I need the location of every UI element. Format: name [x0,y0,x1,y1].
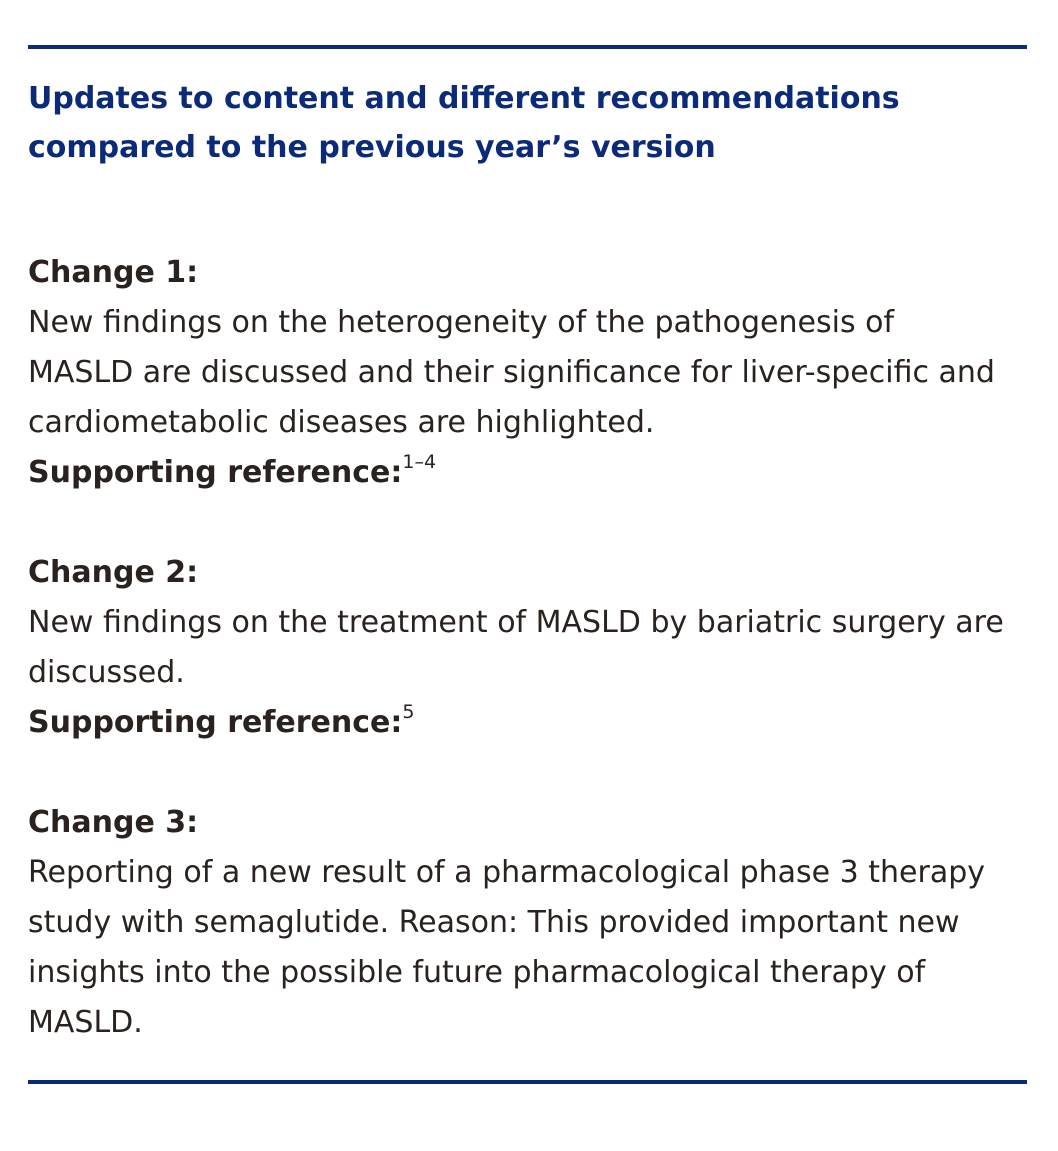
change-text-line: cardiometabolic diseases are highlighted. [28,405,655,440]
change-text-line: study with semaglutide. Reason: This provided important new [28,905,960,940]
top-divider [28,45,1027,49]
change-title: Change 1: [28,255,199,290]
change-item-3 [28,798,1038,1048]
changes-list [28,248,1038,1098]
supporting-reference [28,698,1038,748]
change-text-line: New findings on the treatment of MASLD by bariatric surgery are [28,605,1004,640]
change-text-line: MASLD. [28,1005,143,1040]
change-item-1 [28,248,1038,498]
supporting-reference [28,448,1038,498]
reference-numbers: 5 [402,701,415,723]
bottom-divider [28,1080,1027,1084]
change-item-2 [28,548,1038,748]
reference-label: Supporting reference: [28,705,403,740]
reference-label: Supporting reference: [28,455,403,490]
change-text-line: New findings on the heterogeneity of the pathogenesis of [28,305,895,340]
change-text-line: discussed. [28,655,185,690]
change-title: Change 3: [28,805,199,840]
change-title: Change 2: [28,555,199,590]
change-text-line: MASLD are discussed and their significance for liver-specific and [28,355,995,390]
change-text-line: Reporting of a new result of a pharmacological phase 3 therapy [28,855,986,890]
heading-line: Updates to content and different recommendations [28,81,900,116]
heading-line: compared to the previous year’s version [28,130,716,165]
box-heading [28,74,1018,172]
reference-numbers: 1–4 [402,451,437,473]
change-text-line: insights into the possible future pharmacological therapy of [28,955,926,990]
